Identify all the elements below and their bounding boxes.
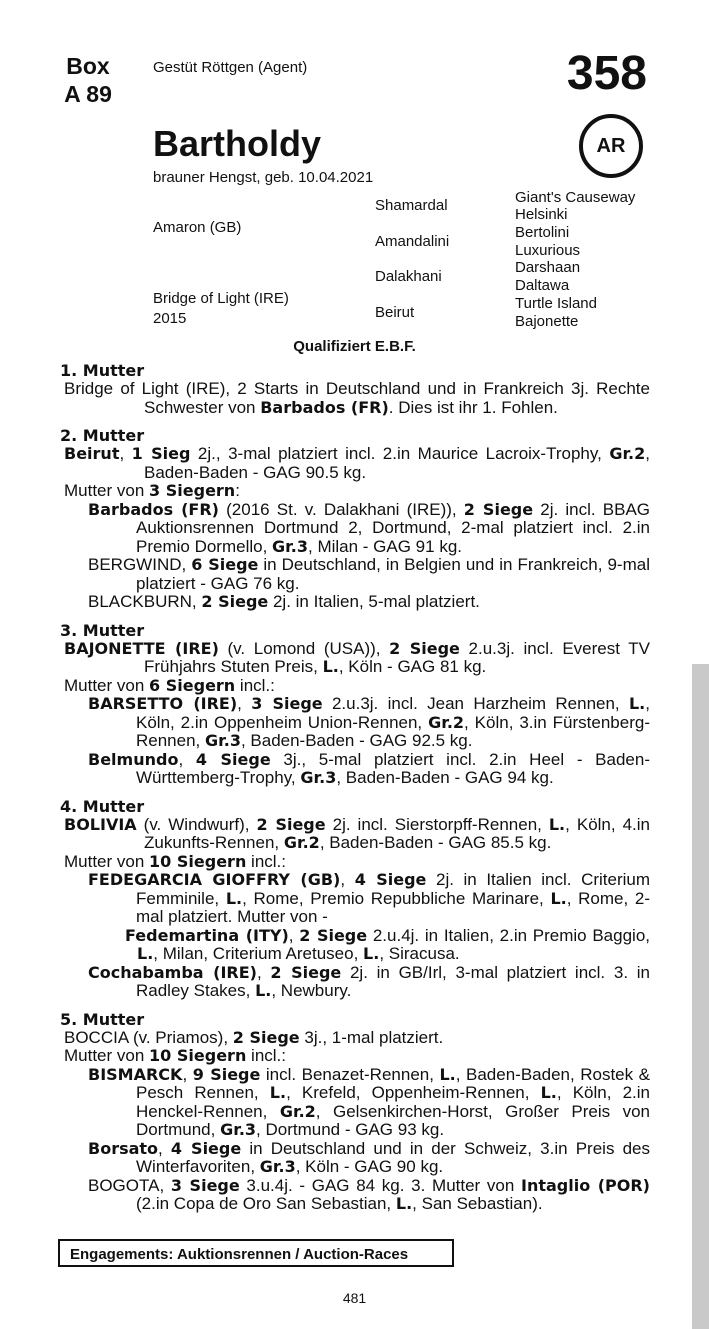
dam-year: 2015	[153, 310, 187, 327]
section-5-dam: BOCCIA (v. Priamos), 2 Siege 3j., 1-mal platziert.	[64, 1027, 444, 1047]
section-2-heading: 2. Mutter	[60, 426, 145, 445]
dam-sire: Dalakhani	[375, 268, 442, 285]
grandparent-6: Daltawa	[515, 277, 570, 294]
section-2-dam: Beirut, 1 Sieg 2j., 3-mal platziert incl. 2.in Maurice Lacroix-Trophy, Gr.2, Baden-Baden - GAG 90.5 kg.	[64, 444, 650, 482]
section-5-heading: 5. Mutter	[60, 1009, 145, 1029]
box-line1: Box	[66, 53, 110, 79]
horse-name: Bartholdy	[153, 123, 322, 164]
agent: Gestüt Röttgen (Agent)	[153, 59, 308, 76]
section-4-heading: 4. Mutter	[60, 796, 145, 816]
page-number: 481	[342, 1290, 367, 1306]
section-1	[60, 361, 650, 417]
sire-sire: Shamardal	[375, 197, 448, 214]
section-4	[60, 797, 650, 1001]
grandparent-5: Darshaan	[515, 259, 581, 276]
section-5-offspring-3: BOGOTA, 3 Siege 3.u.4j. - GAG 84 kg. 3. Mutter von Intaglio (POR) (2.in Copa de Oro San Sebastian, L., San Sebastian).	[88, 1175, 650, 1213]
section-5-offspring-2: Borsato, 4 Siege in Deutschland und in der Schweiz, 3.in Preis des Winterfavoriten, Gr.3, Köln - GAG 90 kg.	[88, 1138, 650, 1176]
section-4-grand-offspring: Fedemartina (ITY), 2 Siege 2.u.4j. in Italien, 2.in Premio Baggio, L., Milan, Criterium Aretuseo, L., Siracusa.	[125, 925, 651, 963]
section-5-winners: Mutter von 10 Siegern incl.:	[64, 1046, 287, 1065]
sire: Amaron (GB)	[153, 219, 242, 236]
sire-dam: Amandalini	[375, 233, 450, 250]
grandparent-4: Luxurious	[515, 242, 581, 259]
section-3-dam: BAJONETTE (IRE) (v. Lomond (USA)), 2 Siege 2.u.3j. incl. Everest TV Frühjahrs Stuten Preis, L., Köln - GAG 81 kg.	[64, 638, 651, 676]
dam-dam: Beirut	[375, 304, 415, 321]
grandparent-7: Turtle Island	[515, 295, 597, 312]
section-4-winners: Mutter von 10 Siegern incl.:	[64, 851, 287, 871]
grandparent-1: Giant's Causeway	[515, 189, 636, 206]
section-3	[60, 621, 650, 788]
family-text	[60, 361, 650, 1223]
grandparent-8: Bajonette	[515, 313, 579, 330]
section-2-offspring-1: Barbados (FR) (2016 St. v. Dalakhani (IRE)), 2 Siege 2j. incl. BBAG Auktionsrennen Dortmund 2, Dortmund, 2-mal platziert incl. 2.in Premio Dormello, Gr.3, Milan - GAG 91 kg.	[88, 499, 651, 556]
section-3-winners: Mutter von 6 Siegern incl.:	[64, 675, 275, 695]
section-3-offspring-1: BARSETTO (IRE), 3 Siege 2.u.3j. incl. Jean Harzheim Rennen, L., Köln, 2.in Oppenheim Union-Rennen, Gr.2, Köln, 3.in Fürstenberg-Rennen, Gr.3, Baden-Baden - GAG 92.5 kg.	[88, 694, 650, 750]
dam: Bridge of Light (IRE)	[153, 290, 289, 307]
section-5	[60, 1010, 650, 1214]
section-2-winners: Mutter von 3 Siegern:	[64, 481, 240, 500]
section-5-offspring-1: BISMARCK, 9 Siege incl. Benazet-Rennen, L., Baden-Baden, Rostek & Pesch Rennen, L., Krefeld, Oppenheim-Rennen, L., Köln, 2.in Henckel-Rennen, Gr.2, Gelsenkirchen-Horst, Großer Preis von Dortmund, Gr.3, Dortmund - GAG 93 kg.	[88, 1064, 651, 1139]
scrollbar[interactable]	[692, 664, 709, 1329]
section-3-heading: 3. Mutter	[60, 620, 145, 640]
qualification: Qualifiziert E.B.F.	[293, 338, 416, 355]
section-2-offspring-3: BLACKBURN, 2 Siege 2j. in Italien, 5-mal platziert.	[88, 592, 480, 611]
horse-description: brauner Hengst, geb. 10.04.2021	[153, 169, 374, 186]
section-2	[60, 426, 650, 612]
section-3-offspring-2: Belmundo, 4 Siege 3j., 5-mal platziert incl. 2.in Heel - Baden-Württemberg-Trophy, Gr.3, Baden-Baden - GAG 94 kg.	[88, 749, 650, 787]
section-1-text: Bridge of Light (IRE), 2 Starts in Deutschland und in Frankreich 3j. Rechte Schwester von Barbados (FR). Dies ist ihr 1. Fohlen.	[64, 379, 650, 417]
section-1-heading: 1. Mutter	[60, 361, 145, 380]
section-2-offspring-2: BERGWIND, 6 Siege in Deutschland, in Belgien und in Frankreich, 9-mal platziert - GAG 76 kg.	[88, 555, 650, 593]
engagements-box: Engagements: Auktionsrennen / Auction-Races	[58, 1239, 454, 1267]
section-4-offspring-2: Cochabamba (IRE), 2 Siege 2j. in GB/Irl, 3-mal platziert incl. 3. in Radley Stakes, L., Newbury.	[88, 962, 650, 1000]
box-label	[58, 52, 118, 108]
grandparent-3: Bertolini	[515, 224, 570, 241]
box-line2: A 89	[64, 81, 112, 107]
section-4-dam: BOLIVIA (v. Windwurf), 2 Siege 2j. incl. Sierstorpff-Rennen, L., Köln, 4.in Zukunfts-Rennen, Gr.2, Baden-Baden - GAG 85.5 kg.	[64, 814, 650, 852]
grandparent-2: Helsinki	[515, 206, 568, 223]
lot-number: 358	[566, 47, 647, 100]
section-4-offspring-1: FEDEGARCIA GIOFFRY (GB), 4 Siege 2j. in Italien incl. Criterium Femminile, L., Rome, Premio Repubbliche Marinare, L., Rome, 2-mal platziert. Mutter von -	[88, 870, 651, 926]
ar-badge: AR	[579, 114, 643, 178]
